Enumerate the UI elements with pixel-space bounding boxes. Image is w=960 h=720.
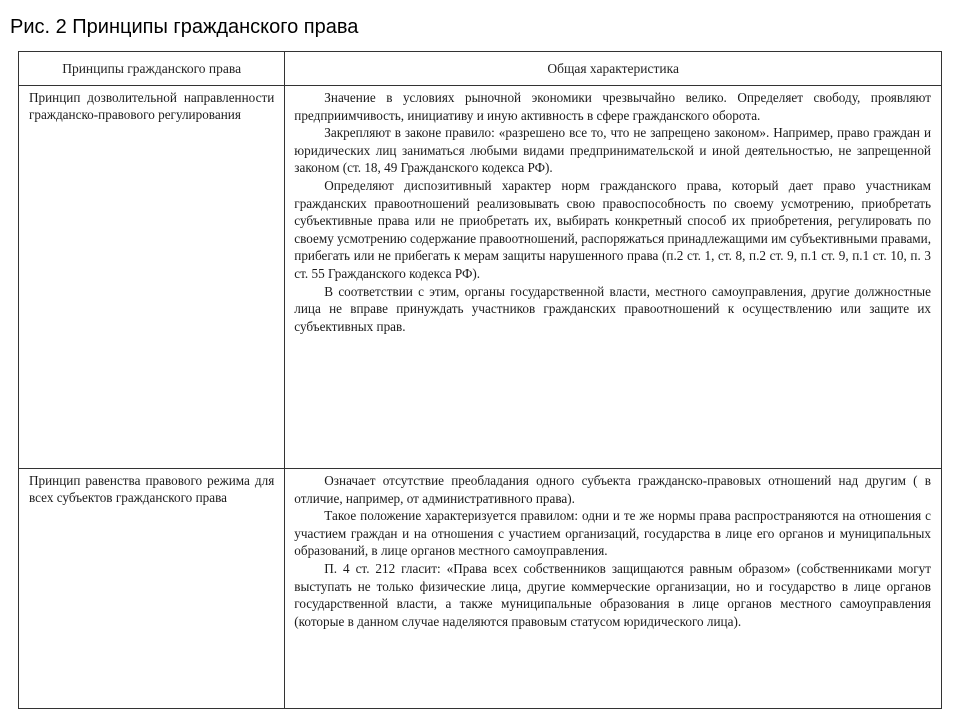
characteristic-paragraph: Означает отсутствие преобладания одного субъекта гражданско-правовых отношений над другим ( в отличие, например, от административного права). <box>294 473 931 506</box>
characteristic-paragraph: Такое положение характеризуется правилом: одни и те же нормы права распространяются на отношения с участием граждан и на отношения с участием организаций, государства в лице его органов и муниципальных образований, в лице органов местного самоуправления. <box>294 508 931 559</box>
principles-table <box>18 51 942 709</box>
principle-cell <box>19 469 285 709</box>
table-row <box>19 469 942 709</box>
characteristic-paragraph: Определяют диспозитивный характер норм гражданского права, который дает право участникам гражданских правоотношений реализовывать свою правоспособность по своему усмотрению, приобретать субъективные права или не приобретать их, выбирать конкретный способ их приобретения, регулировать по своему усмотрению содержание правоотношений, распоряжаться принадлежащими им субъективными правами, прибегать или не прибегать к мерам защиты нарушенного права (п.2 ст. 1, ст. 8, п.2 ст. 9, п.1 ст. 9, п.1 ст. 10, п. 3 ст. 55 Гражданского кодекса РФ). <box>294 177 931 281</box>
principle-cell <box>19 86 285 469</box>
characteristic-cell <box>285 86 942 469</box>
principle-name: Принцип равенства правового режима для всех субъектов гражданского права <box>29 473 275 505</box>
characteristic-cell <box>285 469 942 709</box>
figure-title: Рис. 2 Принципы гражданского права <box>10 16 359 38</box>
header-principles: Принципы гражданского права <box>19 52 285 86</box>
characteristic-paragraph: В соответствии с этим, органы государственной власти, местного самоуправления, другие должностные лица не вправе принуждать участников гражданских правоотношений к осуществлению или защите их субъективных прав. <box>294 283 931 334</box>
characteristic-paragraph: Значение в условиях рыночной экономики чрезвычайно велико. Определяет свободу, проявляют предприимчивость, инициативу и иную активность в сфере гражданского оборота. <box>294 90 931 123</box>
characteristic-paragraph: Закрепляют в законе правило: «разрешено все то, что не запрещено законом». Например, право граждан и юридических лиц заниматься любыми видами предпринимательской и иной деятельностью, не запрещенной законом (ст. 18, 49 Гражданского кодекса РФ). <box>294 125 931 176</box>
principle-name: Принцип дозволительной направленности гражданско-правового регулирования <box>29 90 275 122</box>
table-header-row <box>19 52 942 86</box>
header-characteristic: Общая характеристика <box>285 52 942 86</box>
characteristic-paragraph: П. 4 ст. 212 гласит: «Права всех собственников защищаются равным образом» (собственниками могут выступать не только физические лица, другие коммерческие организации, но и государство в лице органов государственной власти, а также муниципальные образования в лице органов местного самоуправления (которые в данном случае наделяются правовым статусом юридического лица). <box>294 560 931 629</box>
table-row <box>19 86 942 469</box>
